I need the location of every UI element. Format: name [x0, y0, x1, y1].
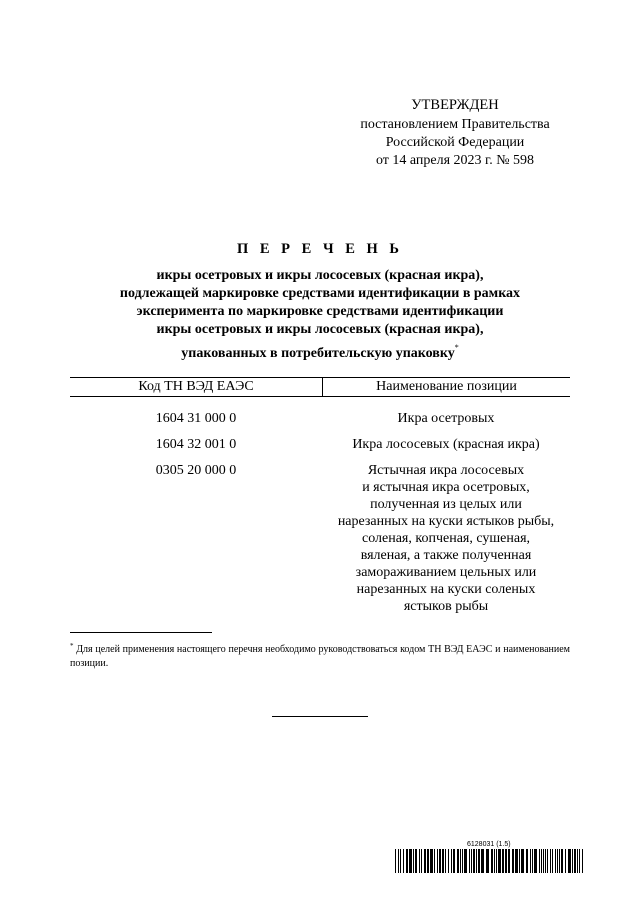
row-name-line: нарезанных на куски соленых	[356, 582, 536, 597]
subtitle-line: подлежащей маркировке средствами идентификации в рамках	[119, 286, 521, 301]
subtitle-line: икры осетровых и икры лососевых (красная икра),	[156, 322, 484, 337]
column-header-name: Наименование позиции	[376, 379, 517, 394]
row-name-line: Ястычная икра лососевых	[367, 463, 525, 478]
approval-heading: УТВЕРЖДЕН	[411, 97, 499, 113]
table-row	[70, 436, 570, 453]
row-name-line: и ястычная икра осетровых,	[362, 480, 530, 495]
footnote-divider	[70, 632, 212, 633]
subtitle-line-text: упакованных в потребительскую упаковку	[181, 346, 455, 361]
row-name-line: ястыков рыбы	[403, 599, 489, 614]
approval-line-2: Российской Федерации	[385, 135, 525, 150]
footnote	[70, 639, 570, 671]
table-header	[70, 377, 570, 397]
row-name-line: вяленая, а также полученная	[360, 548, 532, 563]
column-header-code: Код ТН ВЭД ЕАЭС	[70, 378, 323, 396]
footnote-mark: *	[70, 642, 74, 650]
document-subtitle	[70, 267, 570, 363]
footnote-reference: *	[454, 343, 459, 352]
subtitle-line: эксперимента по маркировке средствами идентификации	[136, 304, 504, 319]
row-name	[322, 436, 570, 453]
document-title: П Е Р Е Ч Е Н Ь	[236, 241, 404, 257]
row-name	[322, 410, 570, 427]
subtitle-line: икры осетровых и икры лососевых (красная икра),	[156, 268, 484, 283]
approval-stamp	[340, 96, 570, 170]
footnote-text: Для целей применения настоящего перечня необходимо руководствоваться кодом ТН ВЭД ЕАЭС и наименованием позиции.	[70, 644, 571, 669]
table-row	[70, 410, 570, 427]
approval-line-3: от 14 апреля 2023 г. № 598	[375, 153, 535, 168]
subtitle-line	[70, 339, 570, 363]
row-name-line: нарезанных на куски ястыков рыбы,	[337, 514, 555, 529]
barcode-icon	[395, 849, 585, 873]
approval-line-1: постановлением Правительства	[360, 117, 550, 132]
row-name	[322, 462, 570, 615]
codes-table	[70, 377, 570, 624]
table-body	[70, 410, 570, 615]
row-code: 1604 32 001 0	[155, 437, 237, 452]
row-name-line: соленая, копченая, сушеная,	[361, 531, 531, 546]
row-code: 0305 20 000 0	[155, 463, 237, 478]
row-name-line: Икра лососевых (красная икра)	[352, 437, 540, 452]
row-code: 1604 31 000 0	[155, 411, 237, 426]
document-id: 6128031 (1.5)	[467, 841, 511, 848]
row-name-line: полученная из целых или	[370, 497, 522, 512]
row-name-line: замораживанием цельных или	[355, 565, 537, 580]
end-divider	[272, 716, 368, 717]
row-name-line: Икра осетровых	[397, 411, 495, 426]
table-row	[70, 462, 570, 615]
